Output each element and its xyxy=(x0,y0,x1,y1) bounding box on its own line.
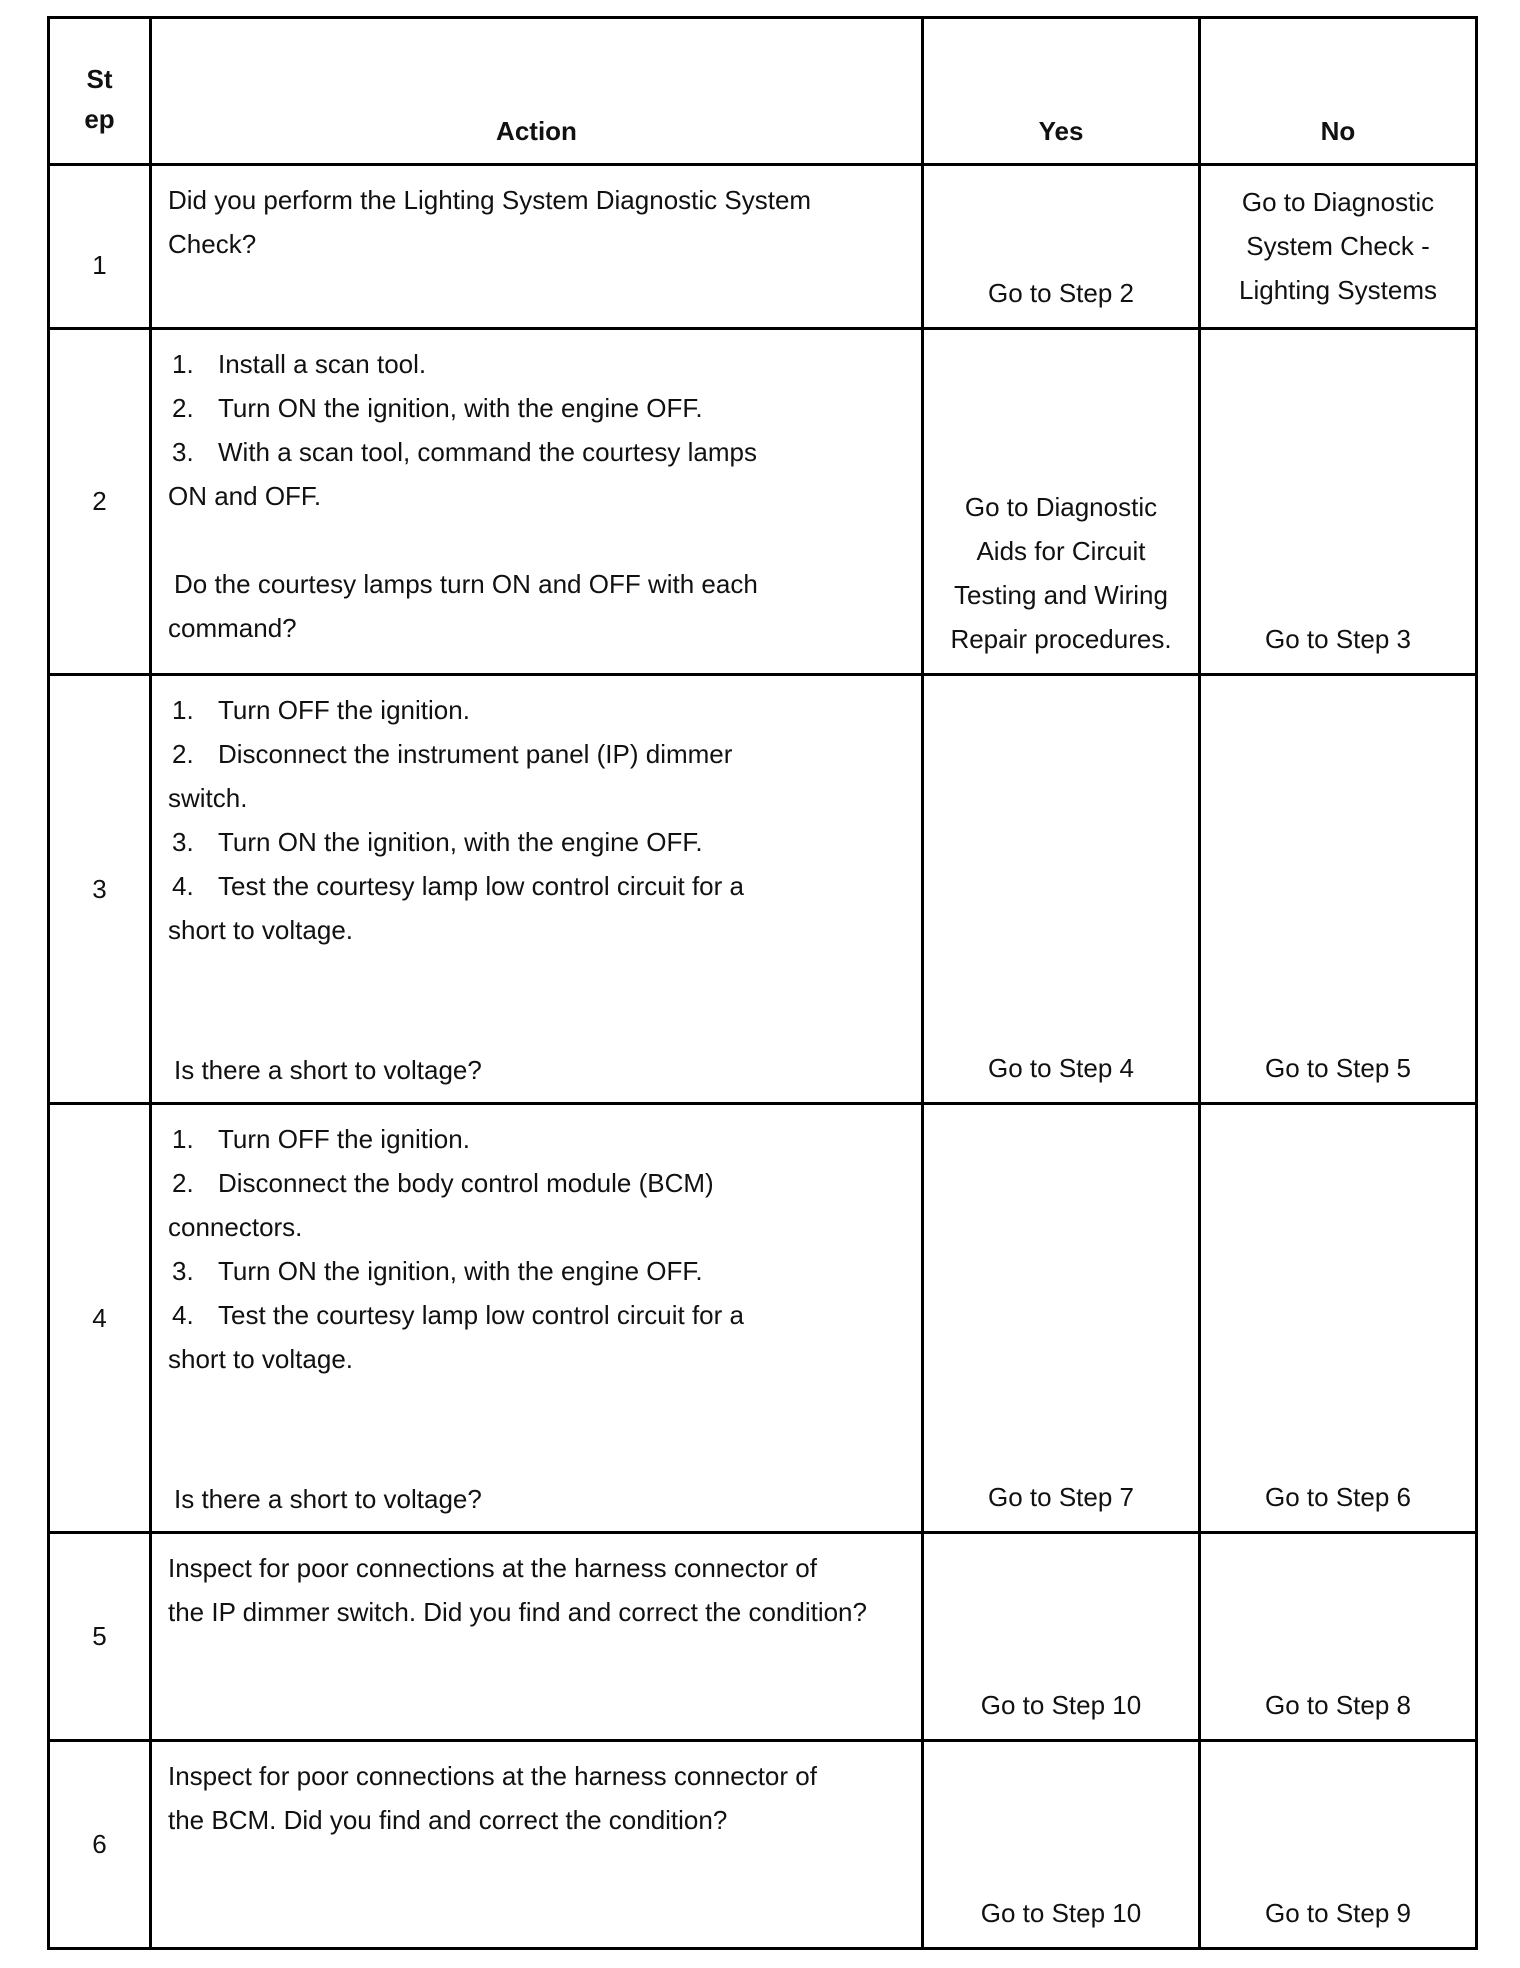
table-row xyxy=(49,165,1477,329)
header-no: No xyxy=(1200,18,1477,165)
step-number: 3 xyxy=(49,675,151,1104)
list-item: 3. With a scan tool, command the courtesy lamps xyxy=(172,437,758,467)
no-cell: Go to Diagnostic System Check - Lighting Systems xyxy=(1200,165,1477,329)
table-row xyxy=(49,1533,1477,1741)
no-cell: Go to Step 5 xyxy=(1200,675,1477,1104)
header-yes: Yes xyxy=(923,18,1200,165)
yes-cell: Go to Diagnostic Aids for Circuit Testing and Wiring Repair procedures. xyxy=(923,329,1200,675)
list-item: 4. Test the courtesy lamp low control circuit for a xyxy=(172,871,744,901)
header-step: St ep xyxy=(49,18,151,165)
header-row xyxy=(49,18,1477,165)
action-cell: Inspect for poor connections at the harness connector of the BCM. Did you find and correct the condition? xyxy=(151,1741,923,1949)
no-cell: Go to Step 9 xyxy=(1200,1741,1477,1949)
table-row xyxy=(49,329,1477,675)
no-cell: Go to Step 6 xyxy=(1200,1104,1477,1533)
table-row xyxy=(49,675,1477,1104)
header-action: Action xyxy=(151,18,923,165)
list-item: 1. Turn OFF the ignition. xyxy=(172,1124,470,1154)
list-item: 3. Turn ON the ignition, with the engine OFF. xyxy=(172,827,703,857)
table-row xyxy=(49,1104,1477,1533)
list-item: 3. Turn ON the ignition, with the engine OFF. xyxy=(172,1256,703,1286)
list-item: 2. Disconnect the body control module (BCM) xyxy=(172,1168,714,1198)
step-number: 4 xyxy=(49,1104,151,1533)
no-cell: Go to Step 8 xyxy=(1200,1533,1477,1741)
diagnostic-table xyxy=(47,16,1478,1950)
step-number: 5 xyxy=(49,1533,151,1741)
list-item: 1. Install a scan tool. xyxy=(172,349,427,379)
step-number: 6 xyxy=(49,1741,151,1949)
action-cell: 1. Turn OFF the ignition. 2. Disconnect the instrument panel (IP) dimmer switch. 3. Turn ON the ignition, with the engine OFF. 4. Test the courtesy lamp low control circuit for a short to voltage. Is there a short to voltage? xyxy=(151,675,923,1104)
table-row xyxy=(49,1741,1477,1949)
step-number: 2 xyxy=(49,329,151,675)
yes-cell: Go to Step 7 xyxy=(923,1104,1200,1533)
yes-cell: Go to Step 2 xyxy=(923,165,1200,329)
list-item: 2. Disconnect the instrument panel (IP) dimmer xyxy=(172,739,733,769)
no-cell: Go to Step 3 xyxy=(1200,329,1477,675)
yes-cell: Go to Step 10 xyxy=(923,1533,1200,1741)
step-number: 1 xyxy=(49,165,151,329)
list-item: 2. Turn ON the ignition, with the engine OFF. xyxy=(172,393,703,423)
yes-cell: Go to Step 4 xyxy=(923,675,1200,1104)
action-cell: Inspect for poor connections at the harness connector of the IP dimmer switch. Did you find and correct the condition? xyxy=(151,1533,923,1741)
action-cell: 1. Turn OFF the ignition. 2. Disconnect the body control module (BCM) connectors. 3. Turn ON the ignition, with the engine OFF. 4. Test the courtesy lamp low control circuit for a short to voltage. Is there a short to voltage? xyxy=(151,1104,923,1533)
list-item: 4. Test the courtesy lamp low control circuit for a xyxy=(172,1300,744,1330)
action-cell: Did you perform the Lighting System Diagnostic System Check? xyxy=(151,165,923,329)
yes-cell: Go to Step 10 xyxy=(923,1741,1200,1949)
action-cell: 1. Install a scan tool. 2. Turn ON the ignition, with the engine OFF. 3. With a scan tool, command the courtesy lamps ON and OFF. Do the courtesy lamps turn ON and OFF with each command? xyxy=(151,329,923,675)
list-item: 1. Turn OFF the ignition. xyxy=(172,695,470,725)
